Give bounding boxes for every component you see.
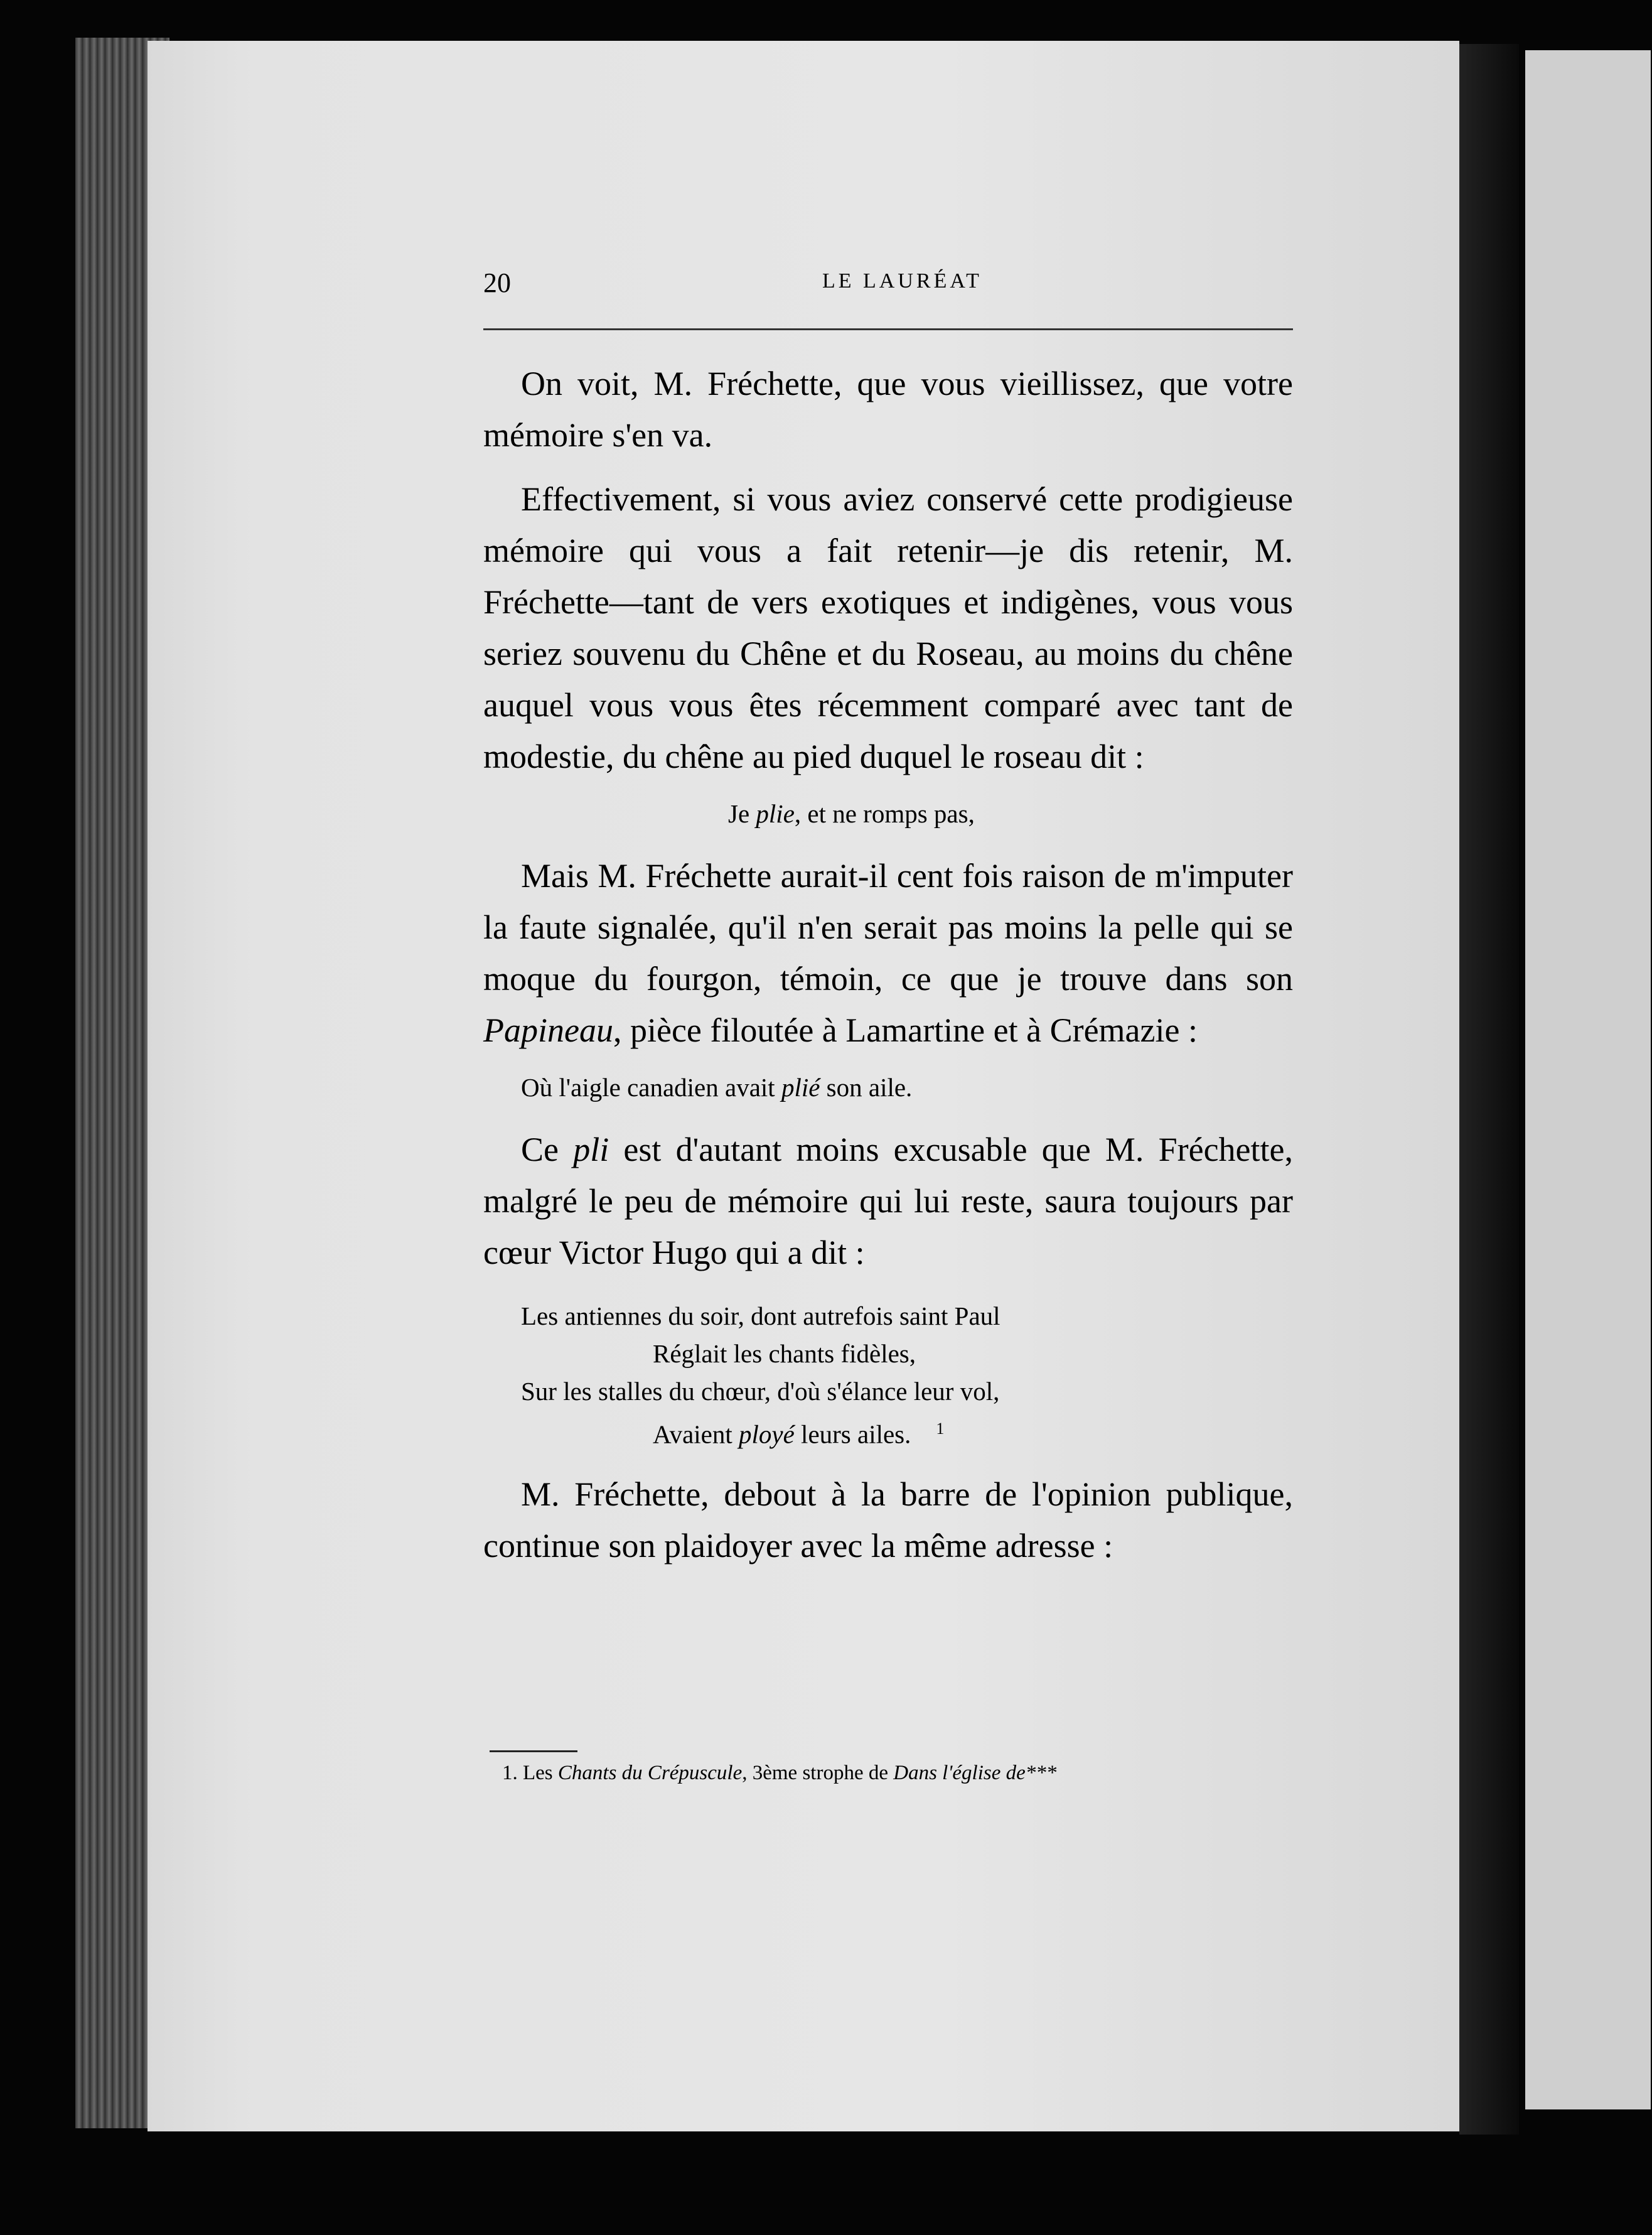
paragraph-3 [483,850,1293,1056]
page-header [333,267,1293,311]
verse-quote-2 [483,1069,1293,1106]
verse-emphasis: plie [756,799,795,828]
footnote-text: 1. Les [502,1762,558,1784]
verse-text: son aile. [820,1073,913,1102]
verse-text: Avaient [653,1419,739,1449]
header-rule [483,328,1293,330]
paragraph-2: Effectivement, si vous aviez conservé cette prodigieuse mémoire qui vous a fait retenir—je dis retenir, M. Fréchette—tant de vers exotiques et indigènes, vous vous seriez souvenu du Chêne et du Roseau, au moins du chêne auquel vous vous êtes récemment comparé avec tant de modestie, du chêne au pied duquel le roseau dit : [483,480,1293,775]
work-title: Papineau [483,1011,613,1049]
verse-line: Les antiennes du soir, dont autrefois saint Paul [521,1301,1000,1330]
footnote [502,1758,1318,1788]
footnote-text: , 3ème strophe de [742,1762,894,1784]
paragraph-emphasis: pli [573,1131,609,1168]
running-title: LE LAURÉAT [822,269,982,293]
paragraph-text: Ce [521,1131,574,1168]
page-number: 20 [483,267,511,298]
verse-text: Je [728,799,756,828]
verse-line [521,1410,1293,1453]
page-shadow [1459,44,1519,2135]
footnote-title: Dans l'église de*** [893,1762,1057,1784]
verse-emphasis: ployé [739,1419,795,1449]
verse-text: Où l'aigle canadien avait [521,1073,781,1102]
verse-line: Sur les stalles du chœur, d'où s'élance leur vol, [521,1377,1000,1406]
paragraph-1: On voit, M. Fréchette, que vous vieillissez, que votre mémoire s'en va. [483,365,1293,454]
verse-text: leurs ailes. [794,1419,911,1449]
footnote-title: Chants du Crépuscule [557,1762,743,1784]
next-page-edge [1525,50,1651,2109]
paragraph-text: est d'autant moins excusable que M. Fréchette, malgré le peu de mémoire qui lui reste, saura toujours par cœur Victor Hugo qui a dit : [483,1131,1293,1271]
verse-quote-3 [521,1297,1293,1453]
paragraph-text: Mais M. Fréchette aurait-il cent fois raison de m'imputer la faute signalée, qu'il n'en serait pas moins la pelle qui se moque du fourgon, témoin, ce que je trouve dans son [483,857,1293,998]
verse-quote-1 [483,795,1293,832]
footnote-ref: 1 [936,1419,945,1438]
footnote-rule [490,1750,577,1752]
paragraph-text: , pièce filoutée à Lamartine et à Crémazie : [613,1011,1198,1049]
paragraph-5: M. Fréchette, debout à la barre de l'opinion publique, continue son plaidoyer avec la même adresse : [483,1475,1293,1564]
verse-text: , et ne romps pas, [794,799,975,828]
paragraph-4 [483,1124,1293,1278]
verse-emphasis: plié [781,1073,820,1102]
body-text [483,358,1293,1584]
verse-line: Réglait les chants fidèles, [653,1339,916,1368]
